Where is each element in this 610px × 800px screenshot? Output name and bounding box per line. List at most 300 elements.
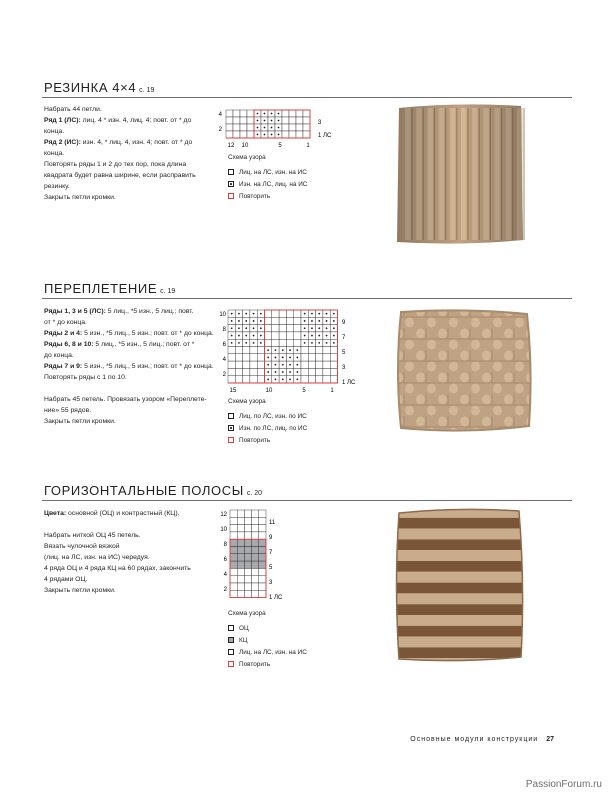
purl-dot bbox=[333, 342, 335, 344]
purl-dot bbox=[253, 342, 255, 344]
chart-cell bbox=[252, 590, 259, 597]
chart-cell bbox=[233, 110, 240, 117]
chart-cell bbox=[244, 576, 251, 583]
chart-cell bbox=[265, 310, 272, 317]
chart-cell bbox=[286, 325, 293, 332]
chart-cell bbox=[330, 361, 337, 368]
chart-cell bbox=[252, 576, 259, 583]
legend-label: КЦ bbox=[239, 636, 248, 644]
chart-cell bbox=[330, 347, 337, 354]
legend-label: Повторить bbox=[239, 660, 271, 668]
chart-cell bbox=[240, 124, 247, 131]
column-number: 5 bbox=[302, 388, 306, 394]
chart-cell bbox=[230, 568, 237, 575]
purl-dot bbox=[264, 113, 266, 115]
row-text: основной (ОЦ) и контрастный (КЦ). bbox=[66, 510, 180, 517]
purl-dot bbox=[231, 313, 233, 315]
row-number: 8 bbox=[222, 327, 226, 333]
stripe-main bbox=[393, 593, 528, 604]
instruction-line bbox=[44, 328, 214, 339]
instruction-line: Набрать 44 петли. bbox=[44, 106, 102, 113]
chart-cell bbox=[230, 576, 237, 583]
chart-cell bbox=[323, 368, 330, 375]
purl-dot bbox=[311, 327, 313, 329]
chart-cell bbox=[279, 325, 286, 332]
chart-cell bbox=[226, 117, 233, 124]
purl-dot bbox=[245, 342, 247, 344]
instructions-weave bbox=[44, 306, 214, 427]
knit-symbol-icon bbox=[228, 413, 234, 419]
purl-dot bbox=[278, 127, 280, 129]
purl-dot bbox=[296, 349, 298, 351]
chart-cell bbox=[316, 347, 323, 354]
purl-dot bbox=[271, 113, 273, 115]
row-number: 11 bbox=[269, 520, 276, 526]
purl-dot bbox=[304, 335, 306, 337]
legend-title: Схема узора bbox=[228, 610, 266, 617]
purl-dot bbox=[296, 357, 298, 359]
instructions-stripes bbox=[44, 508, 191, 596]
legend-label: Изн. по ЛС, лиц. по ИС bbox=[239, 424, 308, 432]
chart-cell bbox=[301, 368, 308, 375]
purl-dot bbox=[318, 327, 320, 329]
instruction-line bbox=[44, 361, 214, 372]
chart-cell bbox=[252, 510, 259, 517]
legend-item bbox=[228, 634, 307, 646]
purl-dot bbox=[326, 327, 328, 329]
purl-dot bbox=[326, 342, 328, 344]
chart-cell bbox=[259, 590, 266, 597]
chart-cell bbox=[289, 117, 296, 124]
section-title-rib bbox=[44, 80, 154, 95]
purl-dot bbox=[257, 113, 259, 115]
stitch-chart-stripes bbox=[218, 508, 288, 604]
chart-cell bbox=[301, 354, 308, 361]
purl-dot bbox=[282, 364, 284, 366]
instruction-line: Набрать 45 петель. Провязать узором «Переплете- bbox=[44, 396, 207, 403]
chart-cell bbox=[286, 317, 293, 324]
purl-dot bbox=[333, 313, 335, 315]
purl-dot bbox=[333, 335, 335, 337]
section-divider bbox=[42, 97, 572, 98]
row-number: 12 bbox=[220, 512, 227, 518]
chart-cell bbox=[228, 354, 235, 361]
chart-cell bbox=[235, 376, 242, 383]
instruction-line bbox=[44, 508, 191, 519]
chart-cell bbox=[237, 532, 244, 539]
chart-cell bbox=[296, 110, 303, 117]
stripe-contrast bbox=[393, 583, 528, 594]
purl-dot bbox=[304, 327, 306, 329]
purl-dot bbox=[264, 127, 266, 129]
purl-dot bbox=[238, 342, 240, 344]
purl-dot bbox=[318, 342, 320, 344]
chart-cell bbox=[250, 376, 257, 383]
row-label: Ряды 1, 3 и 5 (ЛС): bbox=[44, 308, 106, 315]
instruction-line bbox=[44, 115, 196, 126]
chart-cell bbox=[308, 361, 315, 368]
instruction-line: Повторять ряды с 1 по 10. bbox=[44, 374, 127, 381]
stripe-main bbox=[393, 572, 528, 583]
chart-cell bbox=[243, 354, 250, 361]
instruction-line: ние» 55 рядов. bbox=[44, 407, 92, 414]
instruction-line: конца. bbox=[44, 150, 65, 157]
row-label: Ряды 6, 8 и 10: bbox=[44, 341, 94, 348]
chart-cell bbox=[230, 561, 237, 568]
purl-dot bbox=[289, 349, 291, 351]
purl-dot bbox=[245, 313, 247, 315]
chart-cell bbox=[243, 361, 250, 368]
chart-cell bbox=[252, 539, 259, 546]
section-divider bbox=[42, 298, 572, 299]
stripe-main bbox=[393, 529, 528, 540]
chart-cell bbox=[330, 368, 337, 375]
chart-cell bbox=[259, 561, 266, 568]
chart-cell bbox=[230, 525, 237, 532]
row-number: 3 bbox=[342, 365, 346, 371]
row-text: 5 изн., *5 лиц., 5 изн.; повт. от * до конца. bbox=[82, 330, 214, 337]
chart-cell bbox=[250, 354, 257, 361]
purl-dot bbox=[326, 320, 328, 322]
row-text: лиц. 4 * изн. 4, лиц. 4; повт. от * до bbox=[80, 117, 192, 124]
chart-cell bbox=[316, 361, 323, 368]
purl-dot bbox=[282, 357, 284, 359]
instruction-line: (лиц. на ЛС, изн. на ИС) чередуя. bbox=[44, 554, 150, 561]
chart-cell bbox=[243, 368, 250, 375]
chart-cell bbox=[237, 576, 244, 583]
instructions-rib bbox=[44, 104, 196, 203]
purl-dot bbox=[333, 320, 335, 322]
section-title-text: РЕЗИНКА 4×4 bbox=[44, 80, 137, 95]
swatch-photo-stripes bbox=[393, 505, 528, 665]
chart-cell bbox=[301, 347, 308, 354]
chart-cell bbox=[265, 317, 272, 324]
chart-cell bbox=[259, 517, 266, 524]
chart-cell bbox=[252, 554, 259, 561]
chart-cell bbox=[303, 117, 310, 124]
purl-dot bbox=[267, 357, 269, 359]
row-text: изн. 4, * лиц. 4, изн. 4; повт. от * до bbox=[80, 139, 193, 146]
chart-cell bbox=[279, 317, 286, 324]
chart-cell bbox=[252, 525, 259, 532]
chart-cell bbox=[230, 517, 237, 524]
chart-cell bbox=[294, 310, 301, 317]
chart-cell bbox=[257, 361, 264, 368]
chart-cell bbox=[323, 361, 330, 368]
legend-title: Схема узора bbox=[228, 154, 266, 161]
chart-cell bbox=[330, 354, 337, 361]
row-number: 7 bbox=[342, 335, 346, 341]
legend-label: Лиц. на ЛС, изн. на ИС bbox=[239, 168, 307, 176]
legend-item bbox=[228, 658, 307, 670]
chart-cell bbox=[233, 117, 240, 124]
purl-dot bbox=[282, 378, 284, 380]
chart-cell bbox=[226, 110, 233, 117]
purl-dot bbox=[271, 120, 273, 122]
purl-dot bbox=[289, 357, 291, 359]
chart-cell bbox=[252, 517, 259, 524]
chart-cell bbox=[252, 547, 259, 554]
chart-cell bbox=[250, 361, 257, 368]
legend-weave bbox=[228, 396, 307, 446]
legend-label: Лиц. на ЛС, изн. на ИС bbox=[239, 648, 307, 656]
chart-cell bbox=[230, 554, 237, 561]
instruction-line bbox=[44, 339, 214, 350]
chart-cell bbox=[294, 339, 301, 346]
chart-cell bbox=[316, 376, 323, 383]
purl-dot bbox=[260, 335, 262, 337]
instruction-line bbox=[44, 306, 214, 317]
purl-dot bbox=[311, 335, 313, 337]
purl-dot bbox=[326, 313, 328, 315]
purl-dot bbox=[275, 357, 277, 359]
chart-cell bbox=[272, 339, 279, 346]
chart-cell bbox=[237, 525, 244, 532]
legend-stripes bbox=[228, 608, 307, 670]
chart-cell bbox=[259, 539, 266, 546]
purl-dot bbox=[260, 313, 262, 315]
chart-cell bbox=[259, 525, 266, 532]
chart-cell bbox=[235, 354, 242, 361]
purl-dot bbox=[278, 134, 280, 136]
row-number: 2 bbox=[222, 372, 226, 378]
chart-cell bbox=[308, 368, 315, 375]
purl-dot bbox=[267, 378, 269, 380]
repeat-symbol-icon bbox=[228, 437, 234, 443]
knit-symbol-icon bbox=[228, 649, 234, 655]
chart-cell bbox=[228, 347, 235, 354]
chart-cell bbox=[257, 354, 264, 361]
purl-dot bbox=[267, 349, 269, 351]
legend-item bbox=[228, 166, 307, 178]
legend-item bbox=[228, 646, 307, 658]
chart-cell bbox=[244, 561, 251, 568]
purl-dot bbox=[267, 371, 269, 373]
purl-dot bbox=[271, 134, 273, 136]
column-number: 10 bbox=[241, 143, 249, 149]
chart-cell bbox=[237, 554, 244, 561]
row-number: 8 bbox=[223, 542, 227, 548]
chart-cell bbox=[272, 310, 279, 317]
chart-cell bbox=[243, 376, 250, 383]
chart-cell bbox=[244, 590, 251, 597]
chart-cell bbox=[244, 547, 251, 554]
chart-cell bbox=[301, 361, 308, 368]
instruction-line: резинку. bbox=[44, 183, 70, 190]
purl-dot bbox=[231, 335, 233, 337]
chart-cell bbox=[247, 131, 254, 138]
legend-title: Схема узора bbox=[228, 398, 266, 405]
page-number: 27 bbox=[546, 736, 554, 743]
legend-item bbox=[228, 178, 307, 190]
purl-dot bbox=[275, 349, 277, 351]
row-number: 3 bbox=[318, 120, 322, 126]
purl-dot bbox=[311, 342, 313, 344]
purl-dot bbox=[245, 327, 247, 329]
chart-cell bbox=[247, 110, 254, 117]
instruction-line: Закрыть петли кромки. bbox=[44, 587, 116, 594]
row-number: 1 ЛС bbox=[318, 133, 332, 139]
column-number: 5 bbox=[278, 143, 282, 149]
chart-cell bbox=[240, 117, 247, 124]
purl-dot bbox=[238, 335, 240, 337]
chart-cell bbox=[259, 583, 266, 590]
chart-cell bbox=[230, 539, 237, 546]
purl-dot bbox=[275, 364, 277, 366]
purl-dot bbox=[264, 120, 266, 122]
instruction-line bbox=[44, 137, 196, 148]
purl-dot bbox=[245, 320, 247, 322]
repeat-symbol-icon bbox=[228, 193, 234, 199]
purl-dot bbox=[326, 335, 328, 337]
stitch-chart-weave bbox=[218, 308, 368, 394]
chart-cell bbox=[323, 347, 330, 354]
chart-cell bbox=[230, 510, 237, 517]
section-title-text: ГОРИЗОНТАЛЬНЫЕ ПОЛОСЫ bbox=[44, 483, 244, 498]
chart-cell bbox=[265, 325, 272, 332]
purl-dot bbox=[318, 320, 320, 322]
chart-cell bbox=[303, 131, 310, 138]
row-label: Цвета: bbox=[44, 510, 67, 517]
purl-dot bbox=[260, 342, 262, 344]
purl-dot bbox=[231, 327, 233, 329]
chart-cell bbox=[228, 361, 235, 368]
chart-cell bbox=[279, 332, 286, 339]
column-number: 1 bbox=[306, 143, 310, 149]
column-number: 12 bbox=[227, 143, 235, 149]
chart-cell bbox=[282, 117, 289, 124]
instruction-line: Набрать ниткой ОЦ 45 петель. bbox=[44, 532, 141, 539]
chart-cell bbox=[323, 354, 330, 361]
chart-cell bbox=[259, 510, 266, 517]
stitch-chart-rib bbox=[218, 108, 338, 150]
purl-dot bbox=[289, 371, 291, 373]
stripe-main bbox=[393, 615, 528, 626]
row-number: 1 ЛС bbox=[342, 380, 356, 386]
chart-cell bbox=[272, 332, 279, 339]
page-ref: с. 19 bbox=[139, 87, 155, 94]
chart-cell bbox=[316, 368, 323, 375]
row-number: 2 bbox=[223, 587, 227, 593]
chart-cell bbox=[296, 124, 303, 131]
chart-cell bbox=[286, 310, 293, 317]
legend-item bbox=[228, 190, 307, 202]
row-number: 6 bbox=[223, 557, 227, 563]
chart-cell bbox=[237, 539, 244, 546]
purl-dot bbox=[333, 327, 335, 329]
purl-dot bbox=[318, 313, 320, 315]
stripe-contrast bbox=[393, 647, 528, 658]
chart-cell bbox=[230, 532, 237, 539]
chart-cell bbox=[289, 110, 296, 117]
purl-symbol-icon bbox=[228, 181, 234, 187]
chart-cell bbox=[244, 539, 251, 546]
purl-dot bbox=[296, 378, 298, 380]
row-number: 7 bbox=[269, 550, 273, 556]
row-number: 2 bbox=[218, 127, 222, 133]
row-number: 6 bbox=[222, 342, 226, 348]
chart-cell bbox=[289, 131, 296, 138]
purl-dot bbox=[253, 335, 255, 337]
legend-item bbox=[228, 434, 307, 446]
purl-dot bbox=[275, 371, 277, 373]
chart-cell bbox=[272, 317, 279, 324]
purl-dot bbox=[278, 113, 280, 115]
row-label: Ряд 1 (ЛС): bbox=[44, 117, 81, 124]
chart-cell bbox=[237, 583, 244, 590]
row-text: 5 лиц., *5 изн., 5 лиц.; повт. от * bbox=[93, 341, 195, 348]
stripe-contrast bbox=[393, 626, 528, 637]
purl-dot bbox=[311, 320, 313, 322]
chart-cell bbox=[294, 325, 301, 332]
purl-symbol-icon bbox=[228, 425, 234, 431]
stripe-contrast bbox=[393, 604, 528, 615]
chart-cell bbox=[237, 517, 244, 524]
row-number: 4 bbox=[218, 112, 222, 118]
chart-cell bbox=[240, 110, 247, 117]
legend-label: Лиц. по ЛС, изн. по ИС bbox=[239, 412, 307, 420]
main-color-symbol-icon bbox=[228, 625, 234, 631]
chart-cell bbox=[257, 368, 264, 375]
contrast-color-symbol-icon bbox=[228, 637, 234, 643]
chart-cell bbox=[296, 117, 303, 124]
column-number: 1 bbox=[330, 388, 334, 394]
row-number: 4 bbox=[223, 572, 227, 578]
chart-cell bbox=[244, 525, 251, 532]
chart-cell bbox=[244, 554, 251, 561]
row-number: 10 bbox=[219, 312, 226, 318]
legend-label: Изн. на ЛС, лиц. на ИС bbox=[239, 180, 308, 188]
chart-cell bbox=[286, 339, 293, 346]
row-number: 5 bbox=[269, 565, 273, 571]
chart-cell bbox=[308, 376, 315, 383]
row-text: 5 изн., *5 лиц., 5 изн.; повт. от * до конца. bbox=[82, 363, 214, 370]
chart-cell bbox=[244, 517, 251, 524]
chart-cell bbox=[244, 510, 251, 517]
purl-dot bbox=[282, 371, 284, 373]
chart-cell bbox=[250, 347, 257, 354]
purl-dot bbox=[257, 127, 259, 129]
chart-cell bbox=[272, 325, 279, 332]
chart-cell bbox=[237, 510, 244, 517]
chart-cell bbox=[279, 310, 286, 317]
chart-cell bbox=[282, 124, 289, 131]
row-number: 9 bbox=[269, 535, 273, 541]
chart-cell bbox=[282, 131, 289, 138]
chart-cell bbox=[252, 532, 259, 539]
instruction-line: Повторять ряды 1 и 2 до тех пор, пока длина bbox=[44, 161, 187, 168]
instruction-line: до конца. bbox=[44, 352, 74, 359]
purl-dot bbox=[296, 364, 298, 366]
watermark: PassionForum.ru bbox=[525, 779, 602, 790]
instruction-line: 4 ряда ОЦ и 4 ряда КЦ на 60 рядах, закончить bbox=[44, 565, 191, 572]
page-ref: с. 19 bbox=[160, 288, 176, 295]
chart-cell bbox=[244, 532, 251, 539]
chart-cell bbox=[240, 131, 247, 138]
chart-cell bbox=[294, 317, 301, 324]
chart-cell bbox=[226, 131, 233, 138]
instruction-line: Закрыть петли кромки. bbox=[44, 194, 116, 201]
stripe-main bbox=[393, 637, 528, 648]
swatch-photo-rib bbox=[393, 102, 526, 246]
page-footer bbox=[410, 736, 554, 743]
chart-cell bbox=[282, 110, 289, 117]
page-ref: с. 20 bbox=[246, 490, 262, 497]
chart-cell bbox=[265, 339, 272, 346]
row-label: Ряды 2 и 4: bbox=[44, 330, 83, 337]
purl-dot bbox=[260, 320, 262, 322]
chart-cell bbox=[250, 368, 257, 375]
